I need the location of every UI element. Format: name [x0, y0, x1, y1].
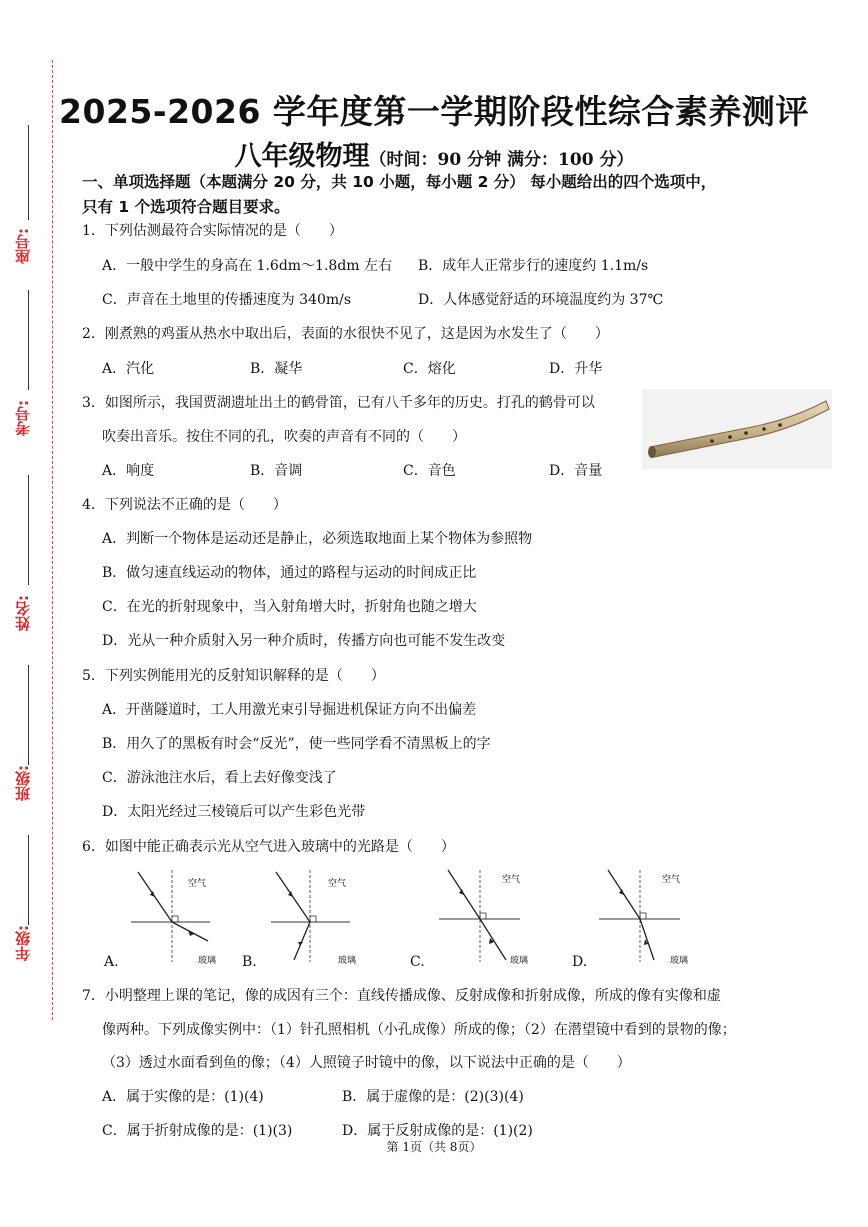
q2-option-b: B．凝华	[250, 361, 303, 377]
q4-option-c: C．在光的折射现象中，当入射角增大时，折射角也随之增大	[102, 599, 477, 615]
q3-stem-1: 3．如图所示，我国贾湖遗址出土的鹤骨笛，已有八千多年的历史。打孔的鹤骨可以	[82, 395, 595, 411]
q5-option-b: B．用久了的黑板有时会“反光”，使一些同学看不清黑板上的字	[102, 736, 491, 752]
class-label: 班级:	[14, 765, 32, 801]
q5-option-d: D．太阳光经过三棱镜后可以产生彩色光带	[102, 804, 366, 820]
name-label: 姓名:	[14, 595, 32, 631]
seat-label: 座号:	[14, 228, 32, 264]
q7-option-a: A．属于实像的是：(1)(4)	[102, 1089, 264, 1105]
q6-c-air-label: 空气	[502, 875, 521, 885]
page-title: 2025-2026 学年度第一学期阶段性综合素养测评	[59, 92, 809, 131]
q6-option-a: A.	[104, 954, 119, 970]
q6-b-glass-label: 玻璃	[338, 956, 357, 966]
q7-stem-1: 7．小明整理上课的笔记，像的成因有三个：直线传播成像、反射成像和折射成像，所成的像有实像和虚	[82, 988, 721, 1004]
q6-c-glass-label: 玻璃	[510, 956, 529, 966]
q2-option-a: A．汽化	[102, 361, 155, 377]
q6-diagram-a	[128, 866, 218, 966]
q3-stem-2: 吹奏出音乐。按住不同的孔，吹奏的声音有不同的（ ）	[102, 429, 466, 445]
bone-flute-image	[642, 389, 832, 469]
q7-stem-3: （3）透过水面看到鱼的像；（4）人照镜子时镜中的像，以下说法中正确的是（ ）	[102, 1055, 631, 1071]
exam-no-label: 考号:	[14, 400, 32, 436]
q1-option-a: A．一般中学生的身高在 1.6dm～1.8dm 左右	[102, 258, 393, 274]
q4-option-b: B．做匀速直线运动的物体，通过的路程与运动的时间成正比	[102, 565, 477, 581]
name-rule	[28, 475, 29, 585]
q4-option-d: D．光从一种介质射入另一种介质时，传播方向也可能不发生改变	[102, 633, 506, 649]
q7-option-b: B．属于虚像的是：(2)(3)(4)	[342, 1089, 524, 1105]
q1-option-d: D．人体感觉舒适的环境温度约为 37℃	[418, 292, 664, 308]
q4-option-a: A．判断一个物体是运动还是静止，必须选取地面上某个物体为参照物	[102, 531, 533, 547]
q7-option-d: D．属于反射成像的是：(1)(2)	[342, 1123, 533, 1139]
grade-label: 年级:	[14, 925, 32, 961]
q6-b-air-label: 空气	[328, 879, 347, 889]
q1-option-c: C．声音在土地里的传播速度为 340m/s	[102, 292, 352, 308]
q6-diagram-d	[596, 866, 696, 966]
q1-stem: 1．下列估测最符合实际情况的是（ ）	[82, 223, 343, 239]
q4-stem: 4．下列说法不正确的是（ ）	[82, 497, 287, 513]
exam-info: （时间：90 分钟 满分：100 分）	[369, 150, 634, 170]
q3-option-d: D．音量	[549, 463, 603, 479]
section-line-2: 只有 1 个选项符合题目要求。	[82, 198, 290, 216]
q3-option-c: C．音色	[403, 463, 456, 479]
q2-stem: 2．刚煮熟的鸡蛋从热水中取出后，表面的水很快不见了，这是因为水发生了（ ）	[82, 326, 609, 342]
q6-d-glass-label: 玻璃	[670, 956, 689, 966]
q5-option-a: A．开凿隧道时，工人用激光束引导掘进机保证方向不出偏差	[102, 702, 477, 718]
section-line-1: 一、单项选择题（本题满分 20 分，共 10 小题，每小题 2 分） 每小题给出的四个选项中，	[82, 173, 717, 191]
q7-option-c: C．属于折射成像的是：(1)(3)	[102, 1123, 293, 1139]
q6-option-b: B.	[242, 954, 257, 970]
q6-diagram-b	[268, 866, 358, 966]
grade-rule	[28, 835, 29, 925]
class-rule	[28, 665, 29, 765]
q1-option-b: B．成年人正常步行的速度约 1.1m/s	[418, 258, 649, 274]
subtitle	[0, 134, 868, 173]
q7-stem-2: 像两种。下列成像实例中：（1）针孔照相机（小孔成像）所成的像；（2）在潜望镜中看到的景物的像；	[102, 1022, 736, 1038]
q3-option-a: A．响度	[102, 463, 155, 479]
q5-option-c: C．游泳池注水后，看上去好像变浅了	[102, 770, 337, 786]
q3-option-b: B．音调	[250, 463, 303, 479]
q6-d-air-label: 空气	[662, 875, 681, 885]
binding-dashed-line	[52, 60, 53, 1020]
q6-a-air-label: 空气	[188, 879, 207, 889]
q2-option-c: C．熔化	[403, 361, 456, 377]
exam-no-rule	[28, 290, 29, 390]
subject-title: 八年级物理	[234, 141, 370, 172]
q6-option-c: C.	[410, 954, 425, 970]
q6-diagram-c	[436, 866, 536, 966]
q2-option-d: D．升华	[549, 361, 603, 377]
page-footer: 第 1页（共 8页）	[386, 1140, 482, 1154]
section-heading	[82, 170, 802, 220]
q6-option-d: D.	[572, 954, 588, 970]
q6-stem: 6．如图中能正确表示光从空气进入玻璃中的光路是（ ）	[82, 839, 455, 855]
q5-stem: 5．下列实例能用光的反射知识解释的是（ ）	[82, 668, 385, 684]
q6-a-glass-label: 玻璃	[198, 956, 217, 966]
